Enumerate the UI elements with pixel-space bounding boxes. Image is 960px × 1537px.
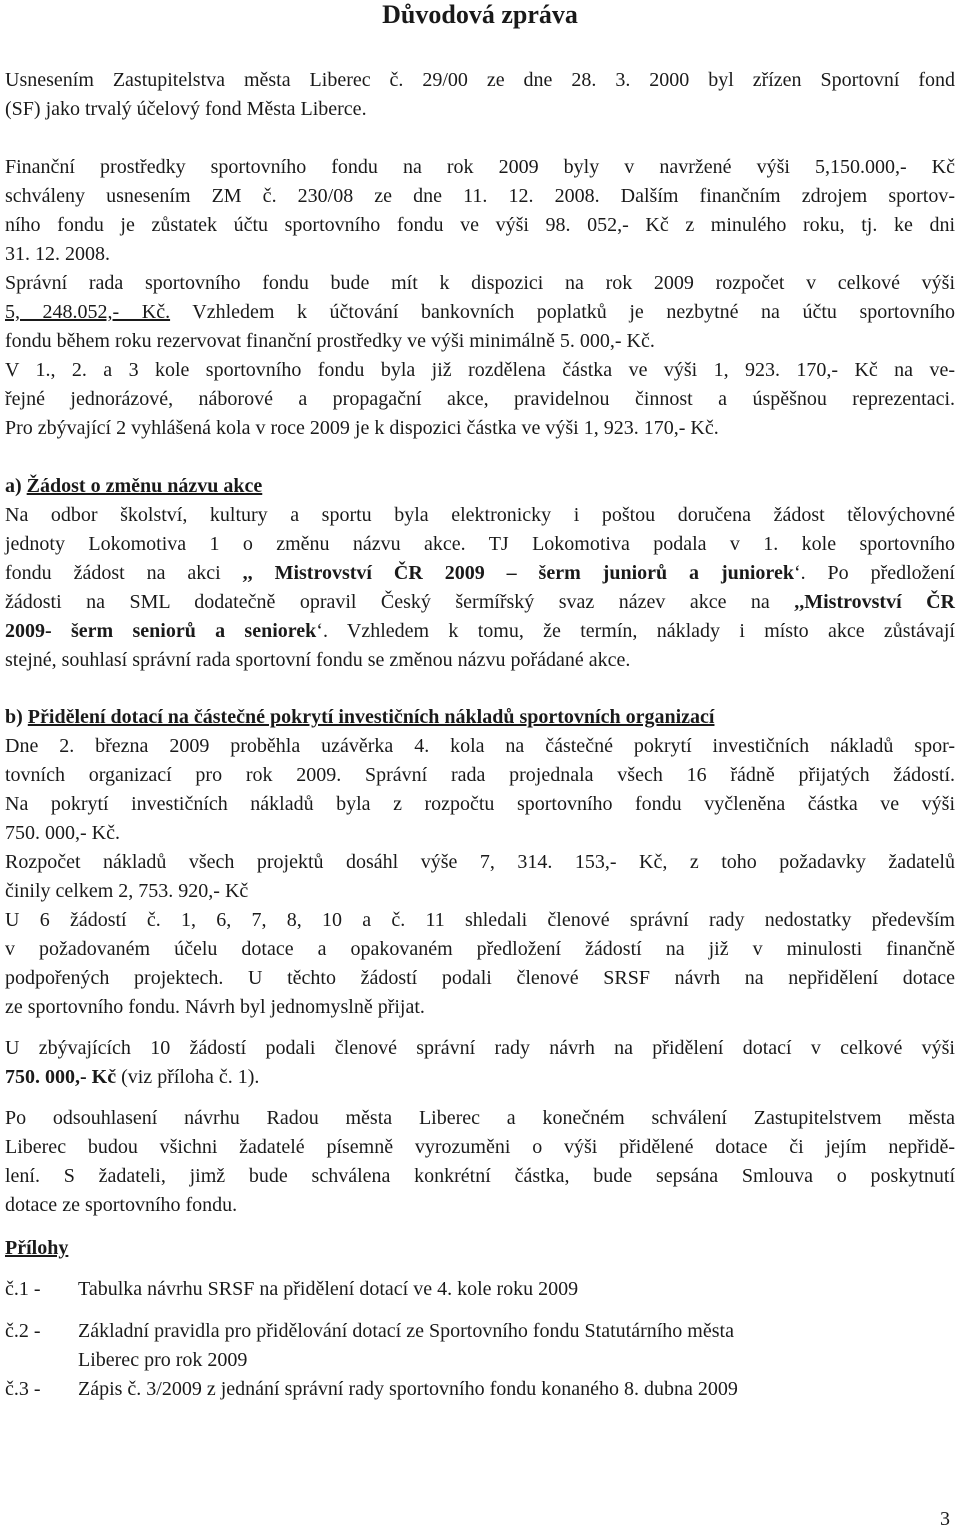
finance-line-9: řejné jednorázové, náborové a propagační akce, pravidelnou činnost a úspěšnou reprezentaci. [5, 388, 955, 410]
finance-line-5: Správní rada sportovního fondu bude mít k dispozici na rok 2009 rozpočet v celkové výši [5, 272, 955, 294]
section-a-heading: a) Žádost o změnu názvu akce [5, 475, 263, 497]
approval-paragraph [5, 1104, 955, 1220]
section-b-line-2: tovních organizací pro rok 2009. Správní rada projednala všech 16 řádně přijatých žádostí. [5, 764, 955, 786]
page-title: Důvodová zpráva [382, 0, 578, 29]
attachments-heading: Přílohy [5, 1237, 69, 1259]
section-a-line-1: Na odbor školství, kultury a sportu byla elektronicky i poštou doručena žádost tělovýchovné [5, 504, 955, 526]
section-b-line-5: Rozpočet nákladů všech projektů dosáhl výše 7, 314. 153,- Kč, z toho požadavky žadatelů [5, 851, 955, 873]
section-b-line-6: činily celkem 2, 753. 920,- Kč [5, 880, 249, 902]
attachment-item-1 [5, 1275, 955, 1304]
attachment-item-3 [5, 1375, 955, 1404]
section-b-line-10: ze sportovního fondu. Návrh byl jednomyslně přijat. [5, 996, 425, 1018]
approval-line-2: Liberec budou všichni žadatelé písemně vyrozuměni o výši přidělené dotace či jejím nepřidě- [5, 1136, 955, 1158]
section-a-line-3: fondu žádost na akci ,, Mistrovství ČR 2009 – šerm juniorů a juniorek‘. Po předložení [5, 562, 955, 584]
finance-line-3: ního fondu je zůstatek účtu sportovního fondu ve výši 98. 052,- Kč z minulého roku, tj. ke dni [5, 214, 955, 236]
section-b-line-4: 750. 000,- Kč. [5, 822, 120, 844]
finance-line-7: fondu během roku rezervovat finanční prostředky ve výši minimálně 5. 000,- Kč. [5, 330, 655, 352]
section-b [5, 703, 955, 1022]
finance-line-1: Finanční prostředky sportovního fondu na rok 2009 byly v navržené výši 5,150.000,- Kč [5, 156, 955, 178]
attachment-label: č.2 - [5, 1320, 41, 1342]
remaining-paragraph [5, 1034, 955, 1092]
granted-amount: 750. 000,- Kč [5, 1066, 117, 1088]
section-b-line-3: Na pokrytí investičních nákladů byla z rozpočtu sportovního fondu vyčleněna částka ve výši [5, 793, 955, 815]
section-b-heading: b) Přidělení dotací na částečné pokrytí investičních nákladů sportovních organizací [5, 706, 715, 728]
finance-line-4: 31. 12. 2008. [5, 243, 110, 265]
section-a [5, 472, 955, 675]
section-a-line-6: stejné, souhlasí správní rada sportovní fondu se změnou názvu pořádané akce. [5, 649, 631, 671]
intro-line-1: Usnesením Zastupitelstva města Liberec č. 29/00 ze dne 28. 3. 2000 byl zřízen Sportovní fond [5, 69, 955, 91]
section-b-line-8: v požadovaném účelu dotace a opakovaném předložení žádostí na již v minulosti finančně [5, 938, 955, 960]
finance-line-6: 5, 248.052,- Kč. Vzhledem k účtování bankovních poplatků je nezbytné na účtu sportovního [5, 301, 956, 323]
section-a-line-5: 2009- šerm seniorů a seniorek‘. Vzhledem k tomu, že termín, náklady i místo akce zůstávají [5, 620, 955, 642]
attachment-item-2 [5, 1317, 955, 1375]
attachment-text-continued: Liberec pro rok 2009 [78, 1349, 248, 1371]
attachment-text: Zápis č. 3/2009 z jednání správní rady sportovního fondu konaného 8. dubna 2009 [78, 1378, 738, 1400]
section-b-line-1: Dne 2. března 2009 proběhla uzávěrka 4. kola na částečné pokrytí investičních nákladů spor- [5, 735, 955, 757]
finance-line-10: Pro zbývající 2 vyhlášená kola v roce 2009 je k dispozici částka ve výši 1, 923. 170,- Kč. [5, 417, 719, 439]
intro-paragraph [5, 66, 955, 124]
budget-total-amount: 5, 248.052,- Kč. [5, 301, 171, 323]
attachment-label: č.1 - [5, 1278, 41, 1300]
attachment-label: č.3 - [5, 1378, 41, 1400]
approval-line-4: dotace ze sportovního fondu. [5, 1194, 238, 1216]
approval-line-1: Po odsouhlasení návrhu Radou města Liberec a konečném schválení Zastupitelstvem města [5, 1107, 955, 1129]
intro-line-2: (SF) jako trvalý účelový fond Města Liberce. [5, 98, 367, 120]
finance-line-2: schváleny usnesením ZM č. 230/08 ze dne 11. 12. 2008. Dalším finančním zdrojem sportov- [5, 185, 955, 207]
page-number: 3 [940, 1508, 950, 1530]
finance-line-8: V 1., 2. a 3 kole sportovního fondu byla již rozdělena částka ve výši 1, 923. 170,- Kč na ve- [5, 359, 955, 381]
attachment-text: Základní pravidla pro přidělování dotací ze Sportovního fondu Statutárního města [78, 1320, 734, 1342]
attachment-text: Tabulka návrhu SRSF na přidělení dotací ve 4. kole roku 2009 [78, 1278, 579, 1300]
remaining-line-1: U zbývajících 10 žádostí podali členové správní rady návrh na přidělení dotací v celkové výši [5, 1037, 955, 1059]
section-b-line-9: podpořených projektech. U těchto žádostí podali členové SRSF návrh na nepřidělení dotace [5, 967, 955, 989]
section-a-line-4: žádosti na SML dodatečně opravil Český šermířský svaz název akce na ,,Mistrovství ČR [5, 591, 955, 613]
finance-paragraph [5, 153, 955, 443]
remaining-line-2: 750. 000,- Kč (viz příloha č. 1). [5, 1066, 260, 1088]
section-b-line-7: U 6 žádostí č. 1, 6, 7, 8, 10 a č. 11 shledali členové správní rady nedostatky především [5, 909, 955, 931]
approval-line-3: lení. S žadateli, jimž bude schválena konkrétní částka, bude sepsána Smlouva o poskytnutí [5, 1165, 955, 1187]
section-a-line-2: jednoty Lokomotiva 1 o změnu názvu akce. TJ Lokomotiva podala v 1. kole sportovního [5, 533, 955, 555]
